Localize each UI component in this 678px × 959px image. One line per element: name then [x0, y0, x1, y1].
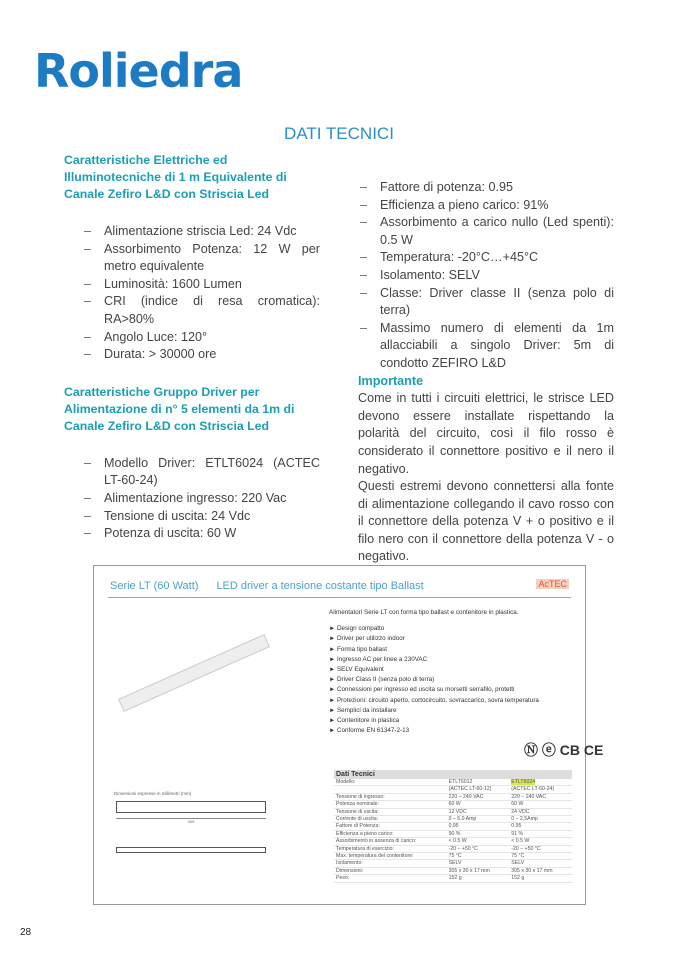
- heading-electrical: Caratteristiche Elettriche ed Illuminotecniche di 1 m Equivalente di Canale Zefiro L&D con Striscia Led: [64, 153, 287, 201]
- list-item: – Alimentazione ingresso: 220 Vac: [64, 490, 320, 508]
- table-cell: Tensione di uscita:: [334, 808, 447, 815]
- right-column: [340, 179, 614, 566]
- feature-item: ► Semplici da installare: [329, 706, 397, 714]
- table-cell: 220 – 240 VAC: [447, 793, 510, 800]
- table-cell: SELV: [509, 860, 572, 867]
- table-cell: (ACTEC LT-60-12): [447, 786, 510, 793]
- driver-list: [64, 455, 320, 543]
- feature-item: ► Ingresso AC per linee a 230VAC: [329, 655, 428, 663]
- table-row: [334, 808, 572, 815]
- table-row: [334, 779, 572, 786]
- table-cell: 152 g: [447, 875, 510, 882]
- table-cell: Dimensioni:: [334, 867, 447, 874]
- table-cell: -20 – +50 °C: [447, 845, 510, 852]
- list-item: – Potenza di uscita: 60 W: [64, 525, 320, 543]
- table-cell: 75 °C: [509, 853, 572, 860]
- list-item: – Alimentazione striscia Led: 24 Vdc: [64, 223, 320, 241]
- list-item: – Luminosità: 1600 Lumen: [64, 276, 320, 294]
- list-item: – Modello Driver: ETLT6024 (ACTEC LT-60-24): [64, 455, 320, 490]
- feature-item: ► Driver per utilizzo indoor: [329, 635, 405, 643]
- feature-item: ► Driver Class II (senza polo di terra): [329, 676, 435, 684]
- feature-item: ► Protezioni: circuito aperto, cortocircuito, sovraccarico, sovra temperatura: [329, 696, 539, 704]
- table-cell: Isolamento:: [334, 860, 447, 867]
- table-row: [334, 875, 572, 882]
- table-row: [334, 860, 572, 867]
- table-cell: Fattore di Potenza:: [334, 823, 447, 830]
- dimension-value: 305: [116, 818, 266, 824]
- intro-text: Alimentatori Serie LT con forma tipo ballast e contenitore in plastica.: [329, 609, 519, 616]
- table-cell: Peso:: [334, 875, 447, 882]
- table-cell: 60 W: [447, 801, 510, 808]
- table-cell: 305 x 30 x 17 mm: [447, 867, 510, 874]
- table-cell: 24 VDC: [509, 808, 572, 815]
- list-item: – Classe: Driver classe II (senza polo di terra): [340, 285, 614, 320]
- list-item: – Temperatura: -20°C…+45°C: [340, 249, 614, 267]
- series-title: Serie LT (60 Watt): [110, 580, 199, 592]
- table-cell: Potenza nominale:: [334, 801, 447, 808]
- list-item: – Durata: > 30000 ore: [64, 346, 320, 364]
- actec-logo: AcTEC: [538, 579, 567, 589]
- list-item: – Fattore di potenza: 0.95: [340, 179, 614, 197]
- left-column: [64, 152, 320, 543]
- table-cell: 0.95: [509, 823, 572, 830]
- table-cell: (ACTEC LT-60-24): [509, 786, 572, 793]
- table-row: [334, 816, 572, 823]
- feature-item: ► Forma tipo ballast: [329, 645, 388, 653]
- table-cell: 220 – 240 VAC: [509, 793, 572, 800]
- driver-specs-list: [340, 179, 614, 373]
- list-item: – Assorbimento a carico nullo (Led spenti): 0.5 W: [340, 214, 614, 249]
- header-divider: [108, 597, 571, 598]
- table-cell: Assorbimento in assenza di carico:: [334, 838, 447, 845]
- list-item: – Isolamento: SELV: [340, 267, 614, 285]
- feature-item: ► Contenitore in plastica: [329, 717, 400, 725]
- datasheet-image: [93, 565, 604, 905]
- table-cell: < 0.5 W: [447, 838, 510, 845]
- table-cell: 305 x 30 x 17 mm: [509, 867, 572, 874]
- feature-item: ► Design compatto: [329, 625, 385, 633]
- table-title: Dati Tecnici: [334, 770, 572, 779]
- dimension-drawing-side: [116, 847, 266, 853]
- certification-marks: Ⓝ ⓔ CB CE: [524, 742, 604, 758]
- table-cell: Efficienza a pieno carico:: [334, 830, 447, 837]
- list-item: – CRI (indice di resa cromatica): RA>80%: [64, 293, 320, 328]
- table-cell: 75 °C: [447, 853, 510, 860]
- table-cell: -20 – +50 °C: [509, 845, 572, 852]
- important-label: Importante: [358, 373, 424, 388]
- table-cell: Corrente di uscita:: [334, 816, 447, 823]
- list-item: – Efficienza a pieno carico: 91%: [340, 197, 614, 215]
- table-cell: 0 – 5.0 Amp: [447, 816, 510, 823]
- table-row: [334, 830, 572, 837]
- roliedra-logo: Roliedra: [34, 44, 243, 98]
- table-cell: 91 %: [509, 830, 572, 837]
- page-number: 28: [20, 927, 32, 938]
- connection-paragraph: Questi estremi devono connettersi alla fonte di alimentazione collegando il cavo rosso con il connettore della potenza V + o positivo e il filo nero con il connettore della potenza V - o negativo.: [358, 479, 614, 564]
- table-cell: [334, 786, 447, 793]
- polarity-paragraph: Come in tutti i circuiti elettrici, le strisce LED devono essere installate rispettando la polarità del circuito, così il filo rosso è considerato il connettore positivo e il nero il negativo.: [358, 391, 614, 476]
- table-cell: < 0.5 W: [509, 838, 572, 845]
- list-item: – Angolo Luce: 120°: [64, 329, 320, 347]
- table-cell: 0 – 2.5Amp: [509, 816, 572, 823]
- list-item: – Tensione di uscita: 24 Vdc: [64, 508, 320, 526]
- table-cell: Max. temperatura del contenitore:: [334, 853, 447, 860]
- table-cell: 60 W: [509, 801, 572, 808]
- table-row: [334, 867, 572, 874]
- table-cell: 0.95: [447, 823, 510, 830]
- table-cell: 90 %: [447, 830, 510, 837]
- table-cell: 12 VDC: [447, 808, 510, 815]
- table-cell: Temperatura di esercizio:: [334, 845, 447, 852]
- table-row: [334, 801, 572, 808]
- table-row: [334, 845, 572, 852]
- dimensions-label: Dimensioni espresse in millimetri (mm): [114, 791, 192, 796]
- table-cell: Modello:: [334, 779, 447, 786]
- dimension-drawing-top: [116, 801, 266, 813]
- feature-item: ► Conforme EN 61347-2-13: [329, 727, 410, 735]
- table-cell: ETLT6012: [447, 779, 510, 786]
- table-cell: 152 g: [509, 875, 572, 882]
- table-row: [334, 838, 572, 845]
- driver-product-image: [118, 634, 270, 712]
- table-cell: ETLT6024: [509, 779, 572, 786]
- datasheet-header: [110, 580, 424, 592]
- feature-item: ► Connessioni per ingresso ed uscita su morsetti serrafilo, protetti: [329, 686, 515, 694]
- table-row: [334, 823, 572, 830]
- list-item: – Massimo numero di elementi da 1m allacciabili a singolo Driver: 5m di condotto ZEFIRO L&D: [340, 320, 614, 373]
- features-block: [329, 608, 539, 736]
- series-subtitle: LED driver a tensione costante tipo Ballast: [216, 580, 424, 592]
- electrical-list: [64, 223, 320, 364]
- list-item: – Assorbimento Potenza: 12 W per metro equivalente: [64, 241, 320, 276]
- page-title: DATI TECNICI: [284, 124, 394, 143]
- feature-item: ► SELV Equivalent: [329, 666, 384, 674]
- table-cell: Tensione di ingresso:: [334, 793, 447, 800]
- specs-table: [334, 770, 572, 883]
- table-row: [334, 853, 572, 860]
- heading-driver: Caratteristiche Gruppo Driver per Alimentazione di n° 5 elementi da 1m di Canale Zefiro L&D con Striscia Led: [64, 384, 295, 433]
- table-cell: SELV: [447, 860, 510, 867]
- table-row: [334, 793, 572, 800]
- table-row: [334, 786, 572, 793]
